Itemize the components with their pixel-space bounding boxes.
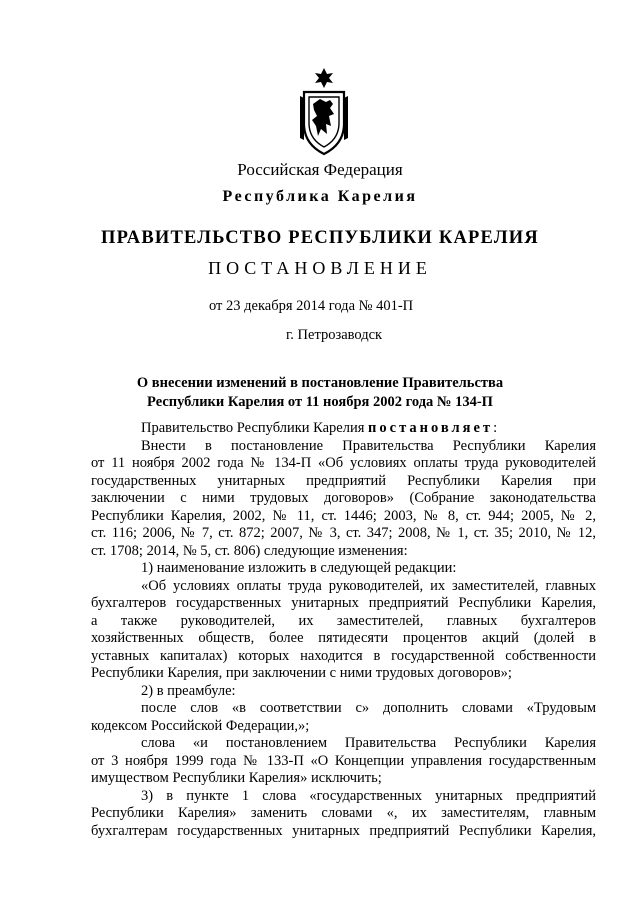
body-line: 1) наименование изложить в следующей редакции: (141, 560, 457, 576)
body-line: от 11 ноября 2002 года № 134-П «Об условиях оплаты труда руководителей (91, 455, 596, 471)
body-line: Республики Карелия, при заключении с ними трудовых договоров»; (91, 665, 512, 681)
body-text: Правительство Республики Карелия (141, 420, 369, 436)
body-text: : (493, 420, 498, 436)
body-line: бухгалтеров государственных унитарных предприятий Республики Карелия, (91, 595, 596, 611)
body-line: от 3 ноября 1999 года № 133-П «О Концепции управления государственным (91, 752, 596, 769)
body-line: Внести в постановление Правительства Республики Карелия (141, 437, 596, 454)
body-line: кодексом Российской Федерации,»; (91, 717, 310, 734)
body-line: бухгалтерам государственных унитарных предприятий Республики Карелия, (91, 822, 596, 839)
subject-line: О внесении изменений в постановление Правительства (136, 375, 504, 391)
document-city: г. Петрозаводск (286, 327, 383, 343)
body-line: уставных капиталах) которых находится в государственной собственности (91, 647, 596, 664)
body-line: ст. 1708; 2014, № 5, ст. 806) следующие изменения: (91, 542, 408, 559)
document-body (91, 420, 596, 840)
document-date: от 23 декабря 2014 года № 401-П (209, 298, 414, 314)
republic-name: Республика Карелия (222, 188, 418, 205)
body-line (91, 420, 596, 438)
body-line: ст. 116; 2006, № 7, ст. 872; 2007, № 3, ст. 347; 2008, № 1, ст. 35; 2010, № 12, (91, 525, 596, 541)
resolution-word: постановляет (368, 420, 494, 436)
body-line: Республики Карелия, 2002, № 11, ст. 1446; 2003, № 8, ст. 944; 2005, № 2, (91, 507, 596, 524)
body-line: слова «и постановлением Правительства Республики Карелия (141, 735, 596, 751)
subject-line: Республики Карелия от 11 ноября 2002 года № 134-П (147, 394, 493, 410)
body-line: имуществом Республики Карелия» исключить; (91, 770, 382, 786)
country-name: Российская Федерация (237, 160, 403, 179)
body-line: после слов «в соответствии с» дополнить словами «Трудовым (141, 700, 596, 716)
body-line: 2) в преамбуле: (141, 682, 236, 699)
document-type: ПОСТАНОВЛЕНИЕ (208, 258, 432, 278)
body-line: «Об условиях оплаты труда руководителей, их заместителей, главных (141, 577, 596, 594)
body-line: государственных унитарных предприятий Республики Карелия при (91, 472, 596, 489)
government-title: ПРАВИТЕЛЬСТВО РЕСПУБЛИКИ КАРЕЛИЯ (101, 228, 539, 248)
karelia-coat-of-arms-icon (296, 66, 352, 158)
body-line: 3) в пункте 1 слова «государственных унитарных предприятий (141, 787, 596, 804)
body-line: хозяйственных обществ, более пятидесяти процентов акций (долей в (91, 630, 596, 646)
body-line: заключении с ними трудовых договоров» (Собрание законодательства (91, 490, 596, 506)
body-line: Республики Карелия» заменить словами «, их заместителям, главным (91, 805, 596, 821)
body-line: а также руководителей, их заместителей, главных бухгалтеров (91, 612, 596, 629)
document-subject (0, 374, 640, 412)
